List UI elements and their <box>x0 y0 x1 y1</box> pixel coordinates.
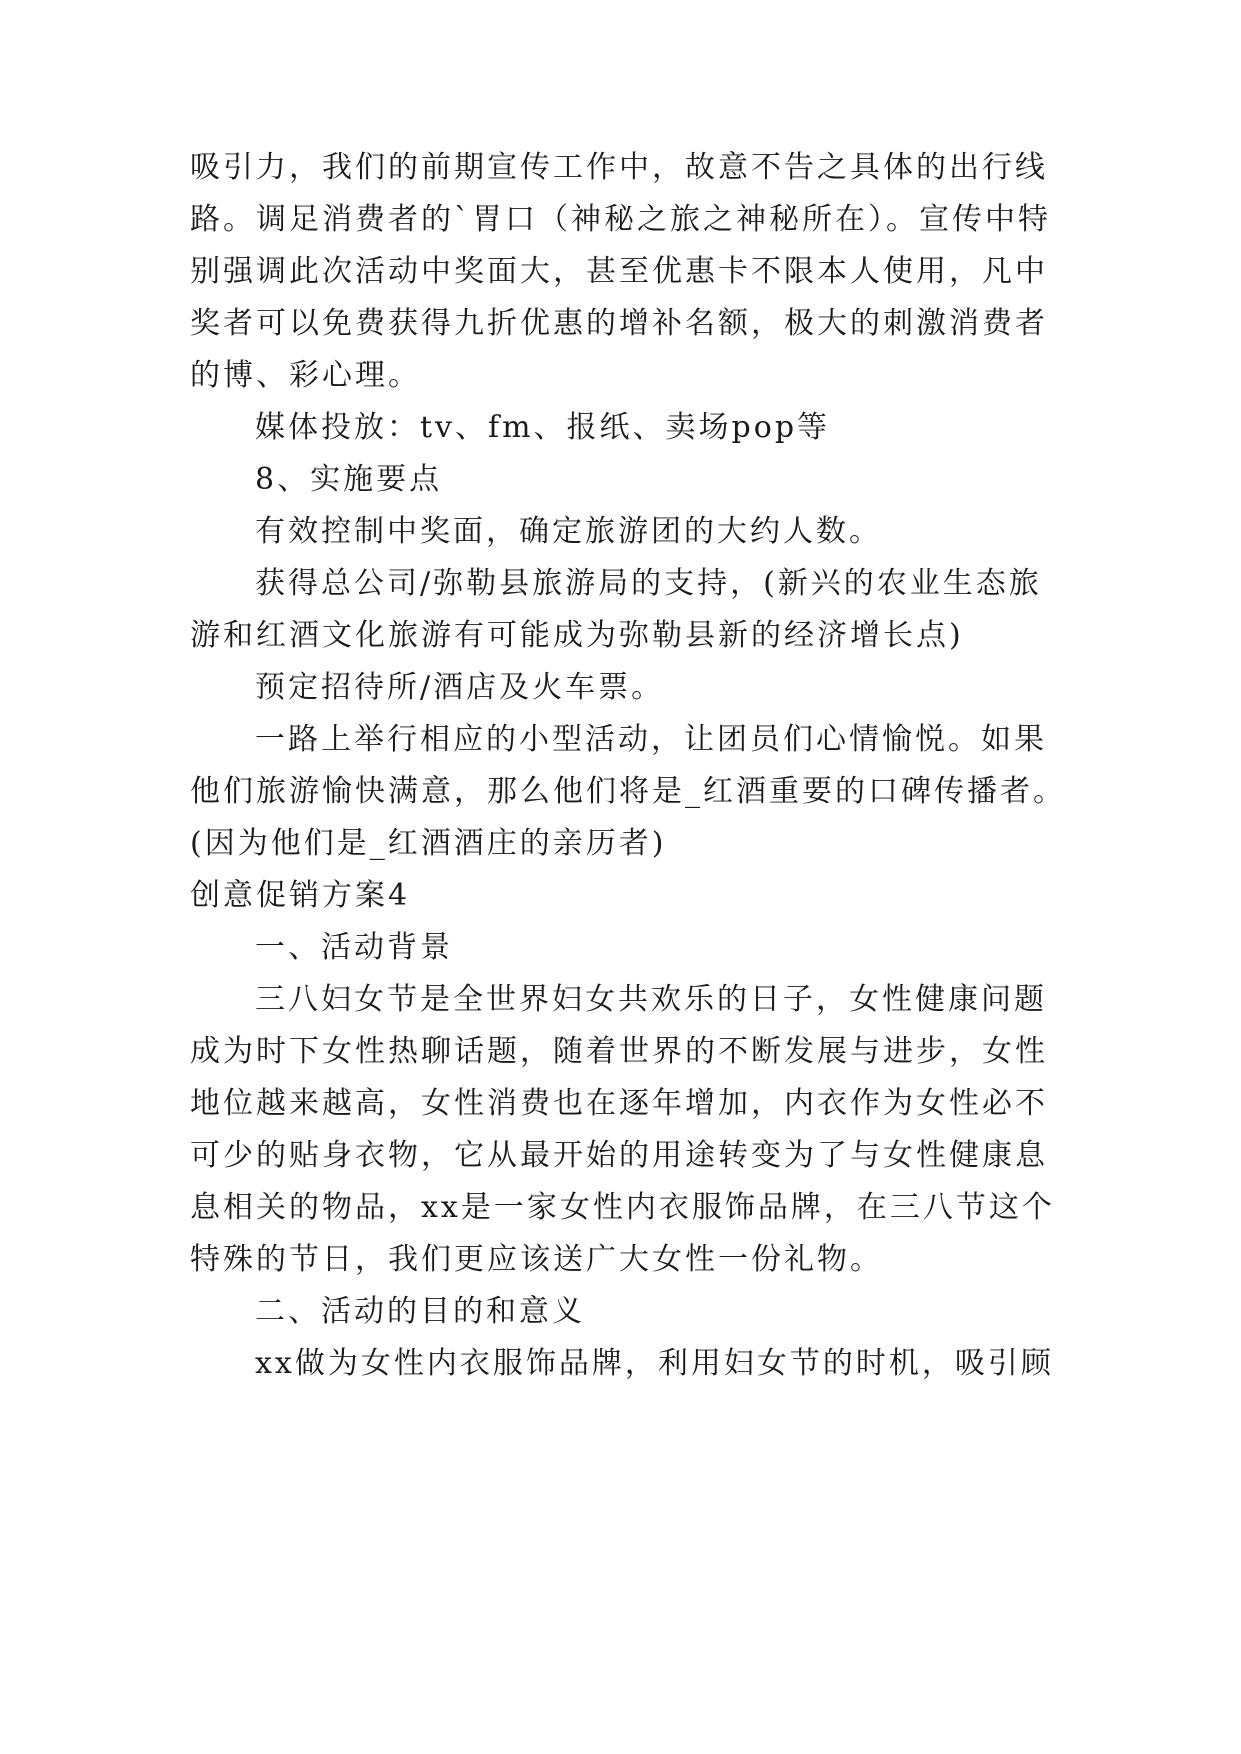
body-text-line: 游和红酒文化旅游有可能成为弥勒县新的经济增长点) <box>190 618 964 653</box>
section-heading: 二、活动的目的和意义 <box>255 1294 585 1329</box>
body-text-line: 一路上举行相应的小型活动，让团员们心情愉悦。如果 <box>255 722 1047 757</box>
body-text-line: 地位越来越高，女性消费也在逐年增加，内衣作为女性必不 <box>190 1086 1048 1121</box>
section-heading: 8、实施要点 <box>255 462 443 497</box>
document-title: 创意促销方案4 <box>190 878 411 913</box>
body-text-line: 他们旅游愉快满意，那么他们将是_红酒重要的口碑传播者。 <box>190 774 1066 809</box>
body-text-line: 吸引力，我们的前期宣传工作中，故意不告之具体的出行线 <box>190 150 1048 185</box>
body-text-line: 息相关的物品，xx是一家女性内衣服饰品牌，在三八节这个 <box>190 1190 1055 1225</box>
body-text-line: 媒体投放：tv、fm、报纸、卖场pop等 <box>255 410 831 445</box>
body-text-line: 别强调此次活动中奖面大，甚至优惠卡不限本人使用，凡中 <box>190 254 1048 289</box>
body-text-line: 有效控制中奖面，确定旅游团的大约人数。 <box>255 514 882 549</box>
body-text-line: 路。调足消费者的`胃口（神秘之旅之神秘所在）。宣传中特 <box>190 202 1051 237</box>
body-text-line: xx做为女性内衣服饰品牌，利用妇女节的时机，吸引顾 <box>255 1346 1054 1381</box>
body-text-line: 的博、彩心理。 <box>190 358 421 393</box>
body-text-line: 预定招待所/酒店及火车票。 <box>255 670 665 705</box>
body-text-line: 成为时下女性热聊话题，随着世界的不断发展与进步，女性 <box>190 1034 1048 1069</box>
body-text-line: (因为他们是_红酒酒庄的亲历者) <box>190 826 667 861</box>
body-text-line: 可少的贴身衣物，它从最开始的用途转变为了与女性健康息 <box>190 1138 1048 1173</box>
section-heading: 一、活动背景 <box>255 930 453 965</box>
body-text-line: 奖者可以免费获得九折优惠的增补名额，极大的刺激消费者 <box>190 306 1048 341</box>
body-text-line: 特殊的节日，我们更应该送广大女性一份礼物。 <box>190 1242 883 1277</box>
body-text-line: 三八妇女节是全世界妇女共欢乐的日子，女性健康问题 <box>255 982 1047 1017</box>
body-text-line: 获得总公司/弥勒县旅游局的支持，(新兴的农业生态旅 <box>255 566 1042 601</box>
